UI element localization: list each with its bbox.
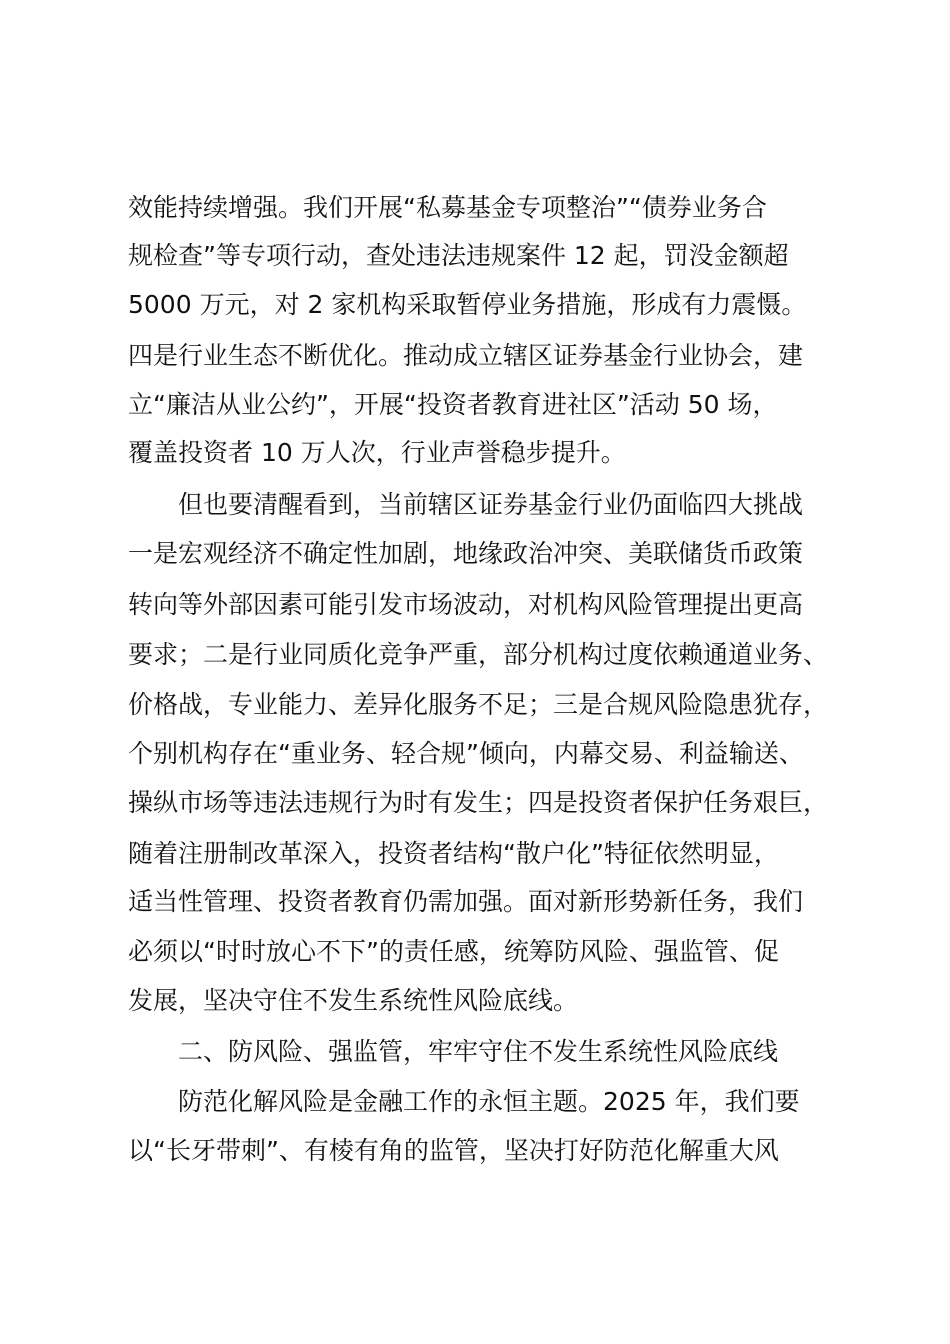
paragraph-first-line: 但也要清醒看到，当前辖区证券基金行业仍面临四大挑战 [178, 490, 804, 519]
text-line: 发展，坚决守住不发生系统性风险底线。 [128, 986, 579, 1015]
section-heading: 二、防风险、强监管，牢牢守住不发生系统性风险底线 [178, 1037, 779, 1066]
paragraph-first-line: 防范化解风险是金融工作的永恒主题。2025 年，我们要 [178, 1087, 800, 1116]
text-line: 规检查”等专项行动，查处违法违规案件 12 起，罚没金额超 [128, 241, 789, 270]
text-line: 操纵市场等违法违规行为时有发生；四是投资者保护任务艰巨， [128, 788, 829, 817]
text-line: 立“廉洁从业公约”，开展“投资者教育进社区”活动 50 场， [128, 390, 778, 419]
text-line: 覆盖投资者 10 万人次，行业声誉稳步提升。 [128, 438, 626, 467]
text-line: 必须以“时时放心不下”的责任感，统筹防风险、强监管、促 [128, 937, 779, 966]
text-line: 四是行业生态不断优化。推动成立辖区证券基金行业协会，建 [128, 341, 804, 370]
text-line: 随着注册制改革深入，投资者结构“散户化”特征依然明显， [128, 839, 779, 868]
text-line: 5000 万元，对 2 家机构采取暂停业务措施，形成有力震慑。 [128, 290, 807, 319]
text-line: 个别机构存在“重业务、轻合规”倾向，内幕交易、利益输送、 [128, 739, 804, 768]
text-line: 效能持续增强。我们开展“私募基金专项整治”“债券业务合 [128, 193, 767, 222]
text-line: 价格战，专业能力、差异化服务不足；三是合规风险隐患犹存， [128, 690, 829, 719]
text-line: 一是宏观经济不确定性加剧，地缘政治冲突、美联储货币政策 [128, 539, 804, 568]
text-line: 转向等外部因素可能引发市场波动，对机构风险管理提出更高 [128, 590, 804, 619]
text-line: 要求；二是行业同质化竞争严重，部分机构过度依赖通道业务、 [128, 640, 829, 669]
text-line: 以“长牙带刺”、有棱有角的监管，坚决打好防范化解重大风 [128, 1136, 779, 1165]
text-line: 适当性管理、投资者教育仍需加强。面对新形势新任务，我们 [128, 887, 804, 916]
